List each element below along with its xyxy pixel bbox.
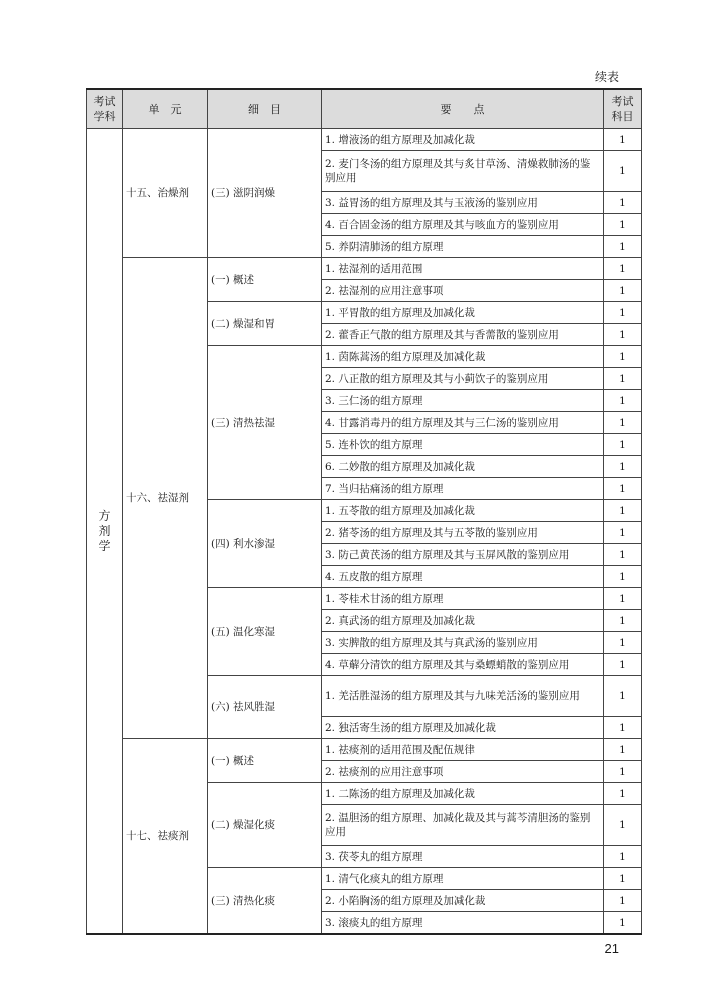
point-cell: 3. 益胃汤的组方原理及其与玉液汤的鉴别应用: [322, 192, 604, 214]
point-cell: 1. 增液汤的组方原理及加减化裁: [322, 129, 604, 151]
point-cell: 3. 茯苓丸的组方原理: [322, 846, 604, 868]
grade-cell: 1: [604, 324, 642, 346]
subject-cell: [87, 129, 123, 935]
grade-cell: 1: [604, 588, 642, 610]
detail-cell: (一) 概述: [208, 258, 322, 302]
subject-label: 方剂学: [98, 508, 111, 553]
point-cell: 1. 二陈汤的组方原理及加减化裁: [322, 783, 604, 805]
point-cell: 4. 草薢分清饮的组方原理及其与桑螵蛸散的鉴别应用: [322, 654, 604, 676]
grade-cell: 1: [604, 258, 642, 280]
detail-cell: (二) 燥湿和胃: [208, 302, 322, 346]
point-cell: 1. 苓桂术甘汤的组方原理: [322, 588, 604, 610]
grade-cell: 1: [604, 805, 642, 846]
point-cell: 2. 温胆汤的组方原理、加减化裁及其与蒿芩清胆汤的鉴别应用: [322, 805, 604, 846]
detail-cell: (三) 清热祛湿: [208, 346, 322, 500]
grade-cell: 1: [604, 676, 642, 717]
grade-cell: 1: [604, 478, 642, 500]
grade-cell: 1: [604, 739, 642, 761]
grade-cell: 1: [604, 522, 642, 544]
point-cell: 4. 五皮散的组方原理: [322, 566, 604, 588]
grade-cell: 1: [604, 192, 642, 214]
grade-cell: 1: [604, 412, 642, 434]
grade-cell: 1: [604, 912, 642, 935]
detail-cell: (二) 燥湿化痰: [208, 783, 322, 868]
point-cell: 1. 平胃散的组方原理及加减化裁: [322, 302, 604, 324]
table-row: [87, 739, 642, 761]
grade-cell: 1: [604, 302, 642, 324]
grade-cell: 1: [604, 280, 642, 302]
grade-cell: 1: [604, 566, 642, 588]
detail-cell: (五) 温化寒湿: [208, 588, 322, 676]
continuation-label: 续表: [594, 70, 619, 84]
point-cell: 4. 百合固金汤的组方原理及其与咳血方的鉴别应用: [322, 214, 604, 236]
detail-cell: (一) 概述: [208, 739, 322, 783]
unit-cell: 十六、祛湿剂: [123, 258, 208, 739]
grade-cell: 1: [604, 783, 642, 805]
table-row: [87, 258, 642, 280]
grade-cell: 1: [604, 654, 642, 676]
unit-cell: 十五、治燥剂: [123, 129, 208, 258]
grade-cell: 1: [604, 632, 642, 654]
point-cell: 2. 祛湿剂的应用注意事项: [322, 280, 604, 302]
point-cell: 4. 甘露消毒丹的组方原理及其与三仁汤的鉴别应用: [322, 412, 604, 434]
grade-cell: 1: [604, 214, 642, 236]
table-body: [87, 129, 642, 935]
table-row: [87, 129, 642, 151]
grade-cell: 1: [604, 390, 642, 412]
point-cell: 2. 独活寄生汤的组方原理及加减化裁: [322, 717, 604, 739]
grade-cell: 1: [604, 368, 642, 390]
page-number: 21: [604, 941, 619, 956]
header-unit: 单 元: [123, 89, 208, 129]
grade-cell: 1: [604, 500, 642, 522]
point-cell: 6. 二妙散的组方原理及加减化裁: [322, 456, 604, 478]
point-cell: 1. 茵陈蒿汤的组方原理及加减化裁: [322, 346, 604, 368]
grade-cell: 1: [604, 890, 642, 912]
point-cell: 3. 实脾散的组方原理及其与真武汤的鉴别应用: [322, 632, 604, 654]
grade-cell: 1: [604, 129, 642, 151]
grade-cell: 1: [604, 761, 642, 783]
point-cell: 2. 真武汤的组方原理及加减化裁: [322, 610, 604, 632]
point-cell: 7. 当归拈痛汤的组方原理: [322, 478, 604, 500]
point-cell: 2. 藿香正气散的组方原理及其与香薷散的鉴别应用: [322, 324, 604, 346]
grade-cell: 1: [604, 346, 642, 368]
point-cell: 1. 五苓散的组方原理及加减化裁: [322, 500, 604, 522]
point-cell: 2. 八正散的组方原理及其与小蓟饮子的鉴别应用: [322, 368, 604, 390]
detail-cell: (三) 清热化痰: [208, 868, 322, 935]
grade-cell: 1: [604, 610, 642, 632]
syllabus-table: [86, 88, 642, 935]
point-cell: 3. 滚痰丸的组方原理: [322, 912, 604, 935]
header-points: 要 点: [322, 89, 604, 129]
point-cell: 2. 祛痰剂的应用注意事项: [322, 761, 604, 783]
detail-cell: (四) 利水渗湿: [208, 500, 322, 588]
detail-cell: (三) 滋阴润燥: [208, 129, 322, 258]
table-header-row: [87, 89, 642, 129]
point-cell: 1. 羌活胜湿汤的组方原理及其与九味羌活汤的鉴别应用: [322, 676, 604, 717]
grade-cell: 1: [604, 717, 642, 739]
point-cell: 3. 三仁汤的组方原理: [322, 390, 604, 412]
point-cell: 3. 防己黄芪汤的组方原理及其与玉屏风散的鉴别应用: [322, 544, 604, 566]
detail-cell: (六) 祛风胜湿: [208, 676, 322, 739]
header-grade: 考试科目: [604, 89, 642, 129]
grade-cell: 1: [604, 456, 642, 478]
point-cell: 1. 祛湿剂的适用范围: [322, 258, 604, 280]
point-cell: 2. 猪苓汤的组方原理及其与五苓散的鉴别应用: [322, 522, 604, 544]
grade-cell: 1: [604, 868, 642, 890]
point-cell: 5. 连朴饮的组方原理: [322, 434, 604, 456]
grade-cell: 1: [604, 544, 642, 566]
grade-cell: 1: [604, 236, 642, 258]
point-cell: 2. 小陷胸汤的组方原理及加减化裁: [322, 890, 604, 912]
grade-cell: 1: [604, 846, 642, 868]
grade-cell: 1: [604, 434, 642, 456]
point-cell: 1. 祛痰剂的适用范围及配伍规律: [322, 739, 604, 761]
point-cell: 1. 清气化痰丸的组方原理: [322, 868, 604, 890]
unit-cell: 十七、祛痰剂: [123, 739, 208, 935]
header-subject: 考试学科: [87, 89, 123, 129]
grade-cell: 1: [604, 151, 642, 192]
header-detail: 细 目: [208, 89, 322, 129]
point-cell: 2. 麦门冬汤的组方原理及其与炙甘草汤、清燥救肺汤的鉴别应用: [322, 151, 604, 192]
point-cell: 5. 养阴清肺汤的组方原理: [322, 236, 604, 258]
